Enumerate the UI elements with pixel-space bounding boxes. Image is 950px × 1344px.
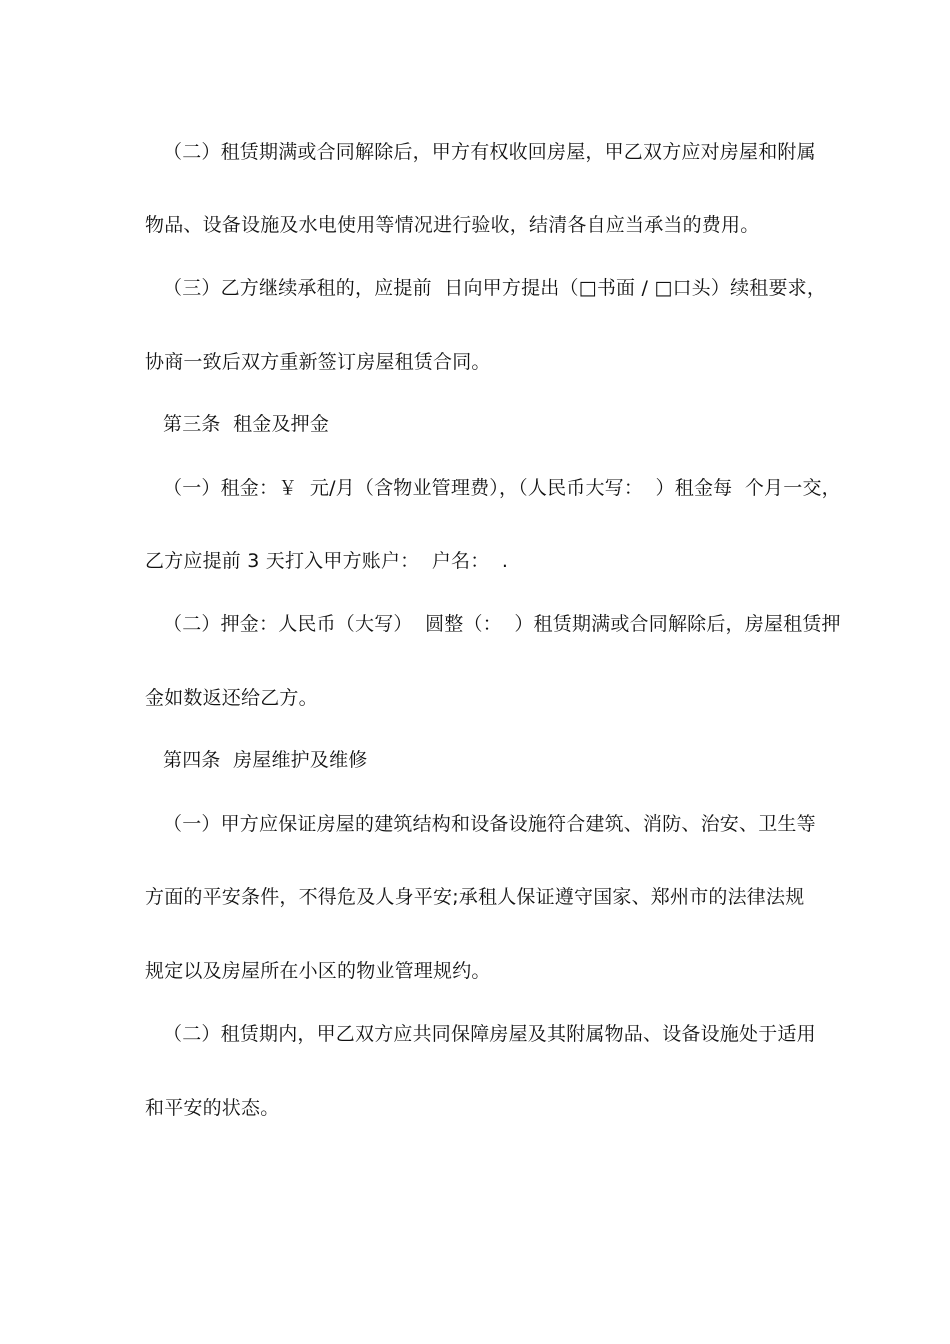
paragraph-line: 物品、设备设施及水电使用等情况进行验收，结清各自应当承当的费用。 <box>145 214 760 236</box>
paragraph-line: （二）押金：人民币（大写） 圆整（： ）租赁期满或合同解除后，房屋租赁押 <box>163 613 841 635</box>
paragraph-line: （二）租赁期内，甲乙双方应共同保障房屋及其附属物品、设备设施处于适用 <box>163 1023 816 1045</box>
paragraph-line: （一）甲方应保证房屋的建筑结构和设备设施符合建筑、消防、治安、卫生等 <box>163 813 816 835</box>
paragraph-line: 方面的平安条件，不得危及人身平安;承租人保证遵守国家、郑州市的法律法规 <box>145 886 805 908</box>
section-heading: 第四条 房屋维护及维修 <box>163 749 368 771</box>
section-heading: 第三条 租金及押金 <box>163 413 330 435</box>
paragraph-line: （二）租赁期满或合同解除后，甲方有权收回房屋，甲乙双方应对房屋和附属 <box>163 141 816 163</box>
paragraph-line: （三）乙方继续承租的，应提前 日向甲方提出（□书面 / □口头）续租要求， <box>163 277 827 299</box>
paragraph-line: （一）租金：￥ 元/月（含物业管理费），（人民币大写： ）租金每 个月一交， <box>163 477 841 499</box>
paragraph-line: 协商一致后双方重新签订房屋租赁合同。 <box>145 351 491 373</box>
paragraph-line: 乙方应提前 3 天打入甲方账户： 户名： . <box>145 550 509 572</box>
paragraph-line: 和平安的状态。 <box>145 1097 280 1119</box>
paragraph-line: 规定以及房屋所在小区的物业管理规约。 <box>145 960 491 982</box>
paragraph-line: 金如数返还给乙方。 <box>145 687 318 709</box>
